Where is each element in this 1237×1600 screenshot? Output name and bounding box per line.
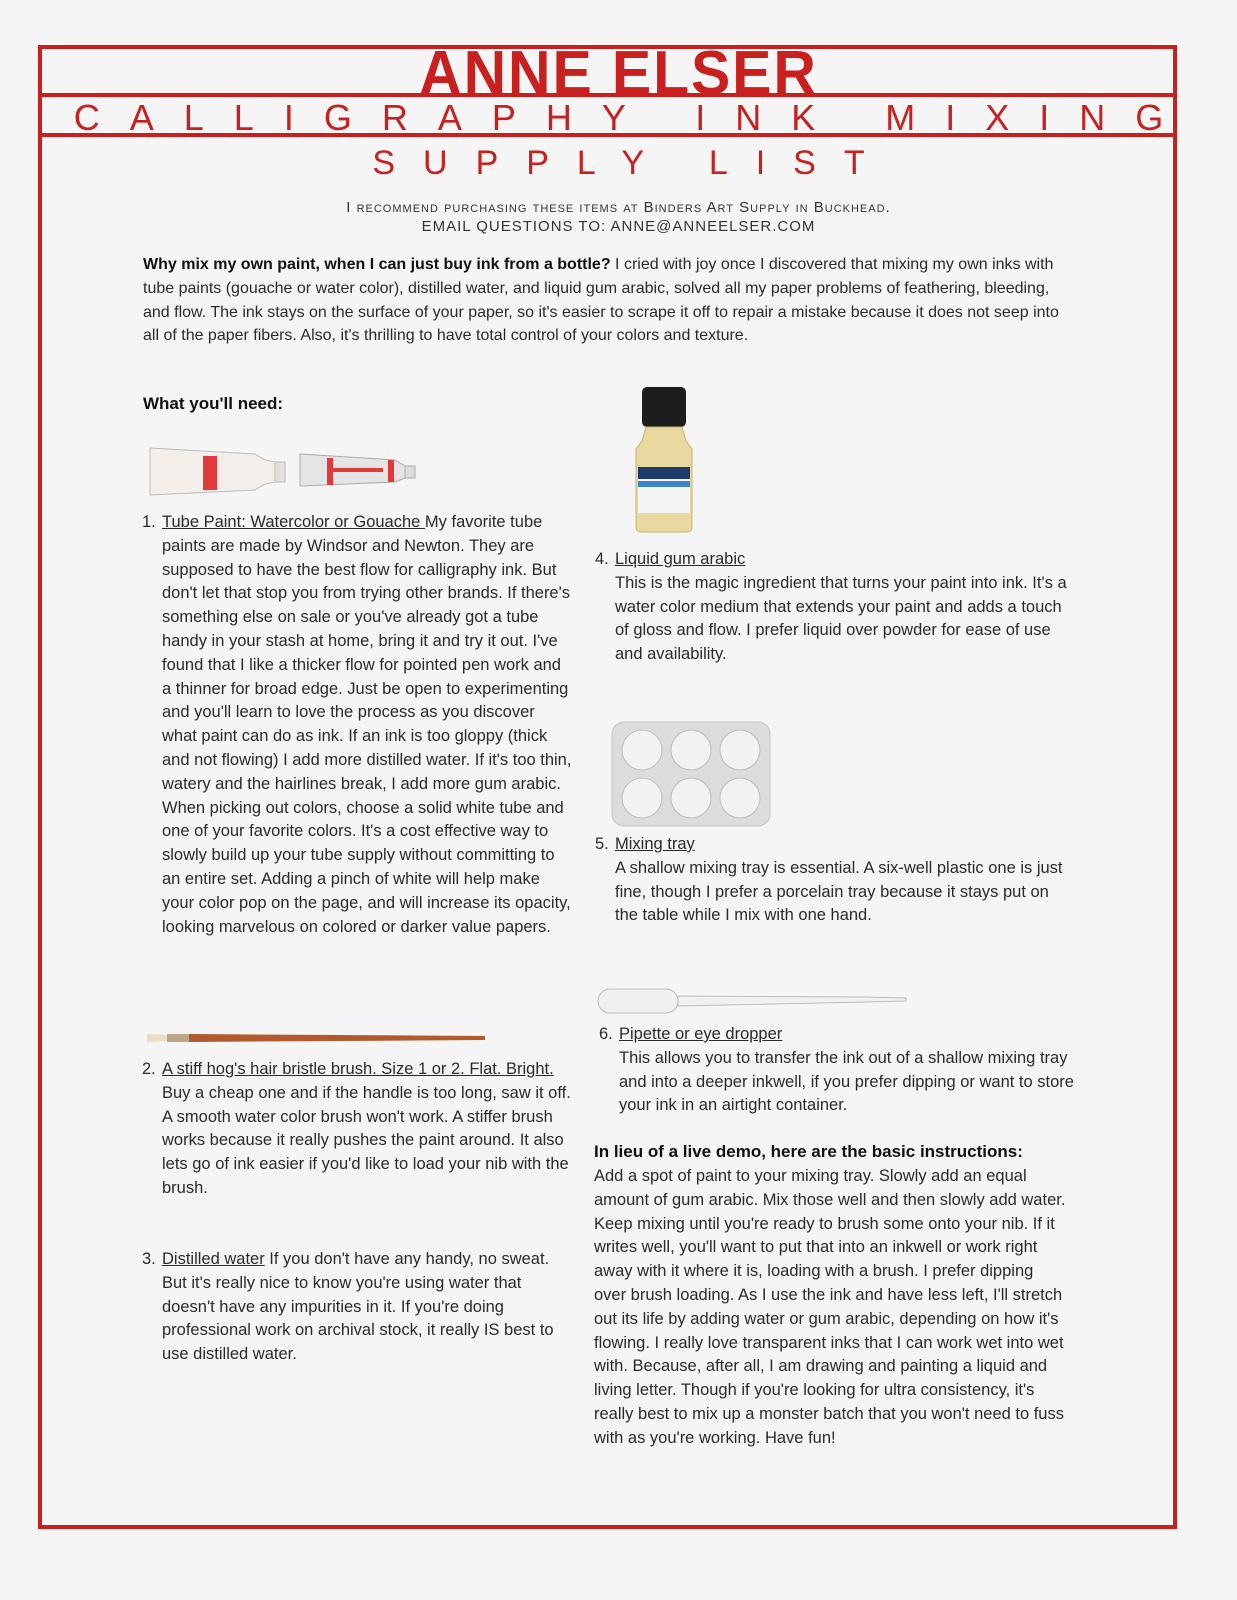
mixing-tray-image (610, 720, 772, 830)
gum-arabic-bottle-image (630, 385, 700, 535)
document-subtitle: SUPPLY LIST (372, 144, 893, 182)
item-5: 5. Mixing tray A shallow mixing tray is essential. A six-well plastic one is just fine, though I prefer a porcelain tray because it stays put on the table while I mix with one hand. (595, 835, 1063, 925)
item-body: A shallow mixing tray is essential. A six-well plastic one is just fine, though I prefer a porcelain tray because it stays put on the table while I mix with one hand. (615, 858, 1063, 925)
brush-image (145, 1028, 490, 1048)
instructions-body: Add a spot of paint to your mixing tray. Slowly add an equal amount of gum arabic. Mix those well and then slowly add water. Keep mixing until you're ready to brush some onto your nib. If it writes well, you'll want to put that into an inkwell or work right away with it where it is, loading with a brush. I prefer dipping over brush loading. As I use the ink and have less left, I'll stretch out its life by adding water or gum arabic, depending on how it's flowing. I really love transparent inks that I can work wet into wet with. Because, after all, I am drawing and painting a liquid and living letter. Though if you're looking for ultra consistency, it's really best to mix up a monster batch that you won't need to fuss with as you're working. Have fun! (594, 1167, 1066, 1447)
item-2: 2. A stiff hog's hair bristle brush. Size 1 or 2. Flat. Bright. Buy a cheap one and if the handle is too long, saw it off. A smooth water color brush won't work. A stiffer brush works because it really pushes the paint around. It also lets go of ink easier if you'd like to load your nib with the brush. (142, 1060, 571, 1197)
item-title: Mixing tray (615, 835, 695, 853)
item-body: Buy a cheap one and if the handle is too long, saw it off. A smooth water color brush won't work. A stiffer brush works because it really pushes the paint around. It also lets go of ink easier if you'd like to load your nib with the brush. (162, 1083, 571, 1197)
email-note: EMAIL QUESTIONS TO: ANNE@ANNEELSER.COM (421, 218, 816, 235)
need-heading: What you'll need: (143, 394, 284, 413)
item-title: Distilled water (162, 1250, 265, 1268)
pipette-image (596, 986, 911, 1016)
intro-lead: Why mix my own paint, when I can just buy ink from a bottle? (143, 256, 611, 273)
intro-paragraph (143, 253, 1073, 348)
item-title: Tube Paint: Watercolor or Gouache (162, 513, 425, 531)
item-body: This allows you to transfer the ink out of a shallow mixing tray and into a deeper inkwell, if you prefer dipping or want to store your ink in an airtight container. (619, 1048, 1074, 1115)
item-3: 3. Distilled water If you don't have any handy, no sweat. But it's really nice to know you're using water that doesn't have any impurities in it. If you're doing professional work on archival stock, it really IS best to use distilled water. (142, 1250, 554, 1364)
item-title: Liquid gum arabic (615, 550, 746, 568)
recommendation-note: I recommend purchasing these items at Binders Art Supply in Buckhead. (346, 199, 891, 216)
paint-tubes-image (145, 440, 420, 500)
item-title: Pipette or eye dropper (619, 1025, 783, 1043)
item-body: My favorite tube paints are made by Windsor and Newton. They are supposed to have the best flow for calligraphy ink. But don't let that stop you from trying other brands. If there's something else on sale or you've already got a tube handy in your stash at home, bring it and try it out. I've found that I like a thicker flow for pointed pen work and a thinner for broad edge. Just be open to experimenting and you'll learn to love the process as you discover what paint can do as ink. If an ink is too gloppy (thick and not flowing) I add more distilled water. If it's too thin, watery and the hairlines break, I add more gum arabic. When picking out colors, choose a solid white tube and one of your favorite colors. It's a cost effective way to slowly build up your tube supply without committing to an entire set. Adding a pinch of white will help make your color pop on the page, and will increase its opacity, looking marvelous on colored or darker value papers. (162, 513, 572, 936)
item-6: 6. Pipette or eye dropper This allows you to transfer the ink out of a shallow mixing tray and into a deeper inkwell, if you prefer dipping or want to store your ink in an airtight container. (599, 1025, 1074, 1115)
item-body: This is the magic ingredient that turns your paint into ink. It's a water color medium that extends your paint and adds a touch of gloss and flow. I prefer liquid over powder for ease of use and availability. (615, 573, 1067, 664)
item-title: A stiff hog's hair bristle brush. Size 1 or 2. Flat. Bright. (162, 1060, 554, 1078)
document-title: CALLIGRAPHY INK MIXING (73, 97, 1194, 138)
intro-body: I cried with joy once I discovered that mixing my own inks with tube paints (gouache or water color), distilled water, and liquid gum arabic, solved all my paper problems of feathering, bleeding, and flow. The ink stays on the surface of your paper, so it's easier to scrape it off to repair a mistake because it does not seep into all of the paper fibers. Also, it's thrilling to have total control of your colors and texture. (143, 256, 1059, 345)
item-1: 1. Tube Paint: Watercolor or Gouache My favorite tube paints are made by Windsor and Newton. They are supposed to have the best flow for calligraphy ink. But don't let that stop you from trying other brands. If there's something else on sale or you've already got a tube handy in your stash at home, bring it and try it out. I've found that I like a thicker flow for pointed pen work and a thinner for broad edge. Just be open to experimenting and you'll learn to love the process as you discover what paint can do as ink. If an ink is too gloppy (thick and not flowing) I add more distilled water. If it's too thin, watery and the hairlines break, I add more gum arabic. When picking out colors, choose a solid white tube and one of your favorite colors. It's a cost effective way to slowly build up your tube supply without committing to an entire set. Adding a pinch of white will help make your color pop on the page, and will increase its opacity, looking marvelous on colored or darker value papers. (142, 513, 572, 936)
item-4: 4. Liquid gum arabic This is the magic ingredient that turns your paint into ink. It's a water color medium that extends your paint and adds a touch of gloss and flow. I prefer liquid over powder for ease of use and availability. (595, 550, 1067, 664)
author-name: ANNE ELSER (419, 39, 818, 108)
instructions-heading: In lieu of a live demo, here are the basic instructions: (594, 1142, 1023, 1161)
item-body: If you don't have any handy, no sweat. But it's really nice to know you're using water that doesn't have any impurities in it. If you're doing professional work on archival stock, it really IS best to use distilled water. (162, 1250, 554, 1364)
